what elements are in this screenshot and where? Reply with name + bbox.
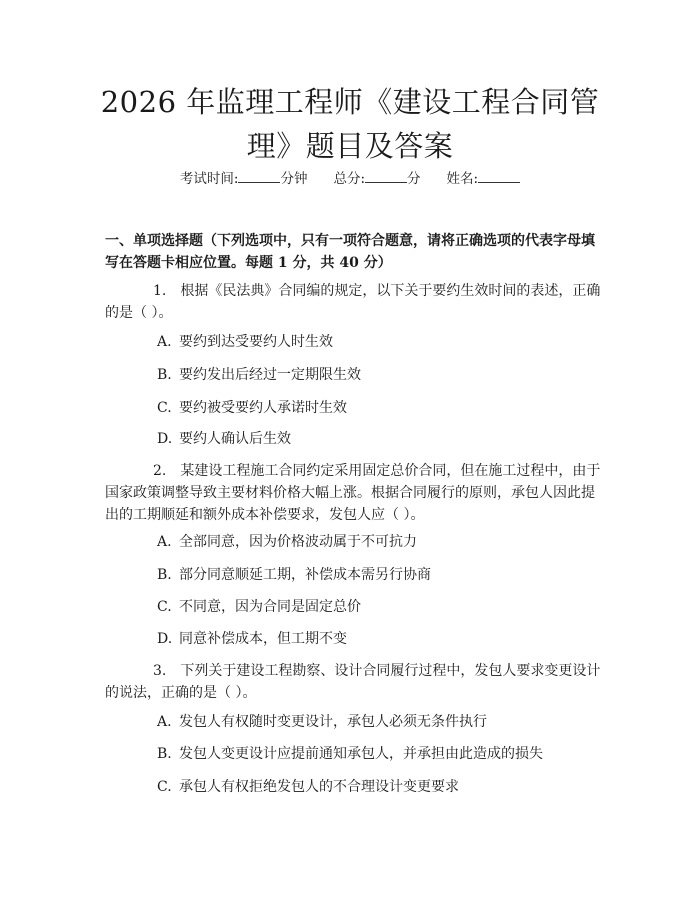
question-number: 3. <box>153 663 167 679</box>
option-text: 要约发出后经过一定期限生效 <box>179 367 361 383</box>
exam-time-unit: 分钟 <box>280 171 308 187</box>
option-text: 发包人变更设计应提前通知承包人，并承担由此造成的损失 <box>179 746 543 762</box>
question-2-option-a[interactable] <box>157 531 597 553</box>
question-1-option-d[interactable] <box>157 428 597 450</box>
total-score-blank[interactable] <box>365 168 407 183</box>
option-letter: D. <box>157 631 173 647</box>
question-3-option-a[interactable] <box>157 711 597 733</box>
option-letter: C. <box>157 599 172 615</box>
total-score-unit: 分 <box>407 171 421 187</box>
section-heading: 一、单项选择题（下列选项中，只有一项符合题意，请将正确选项的代表字母填写在答题卡相应位置。每题 1 分，共 40 分） <box>105 233 595 271</box>
exam-info-line <box>0 168 700 189</box>
option-text: 同意补偿成本，但工期不变 <box>179 631 347 647</box>
question-2-option-d[interactable] <box>157 628 597 650</box>
option-letter: C. <box>157 779 172 795</box>
option-text: 全部同意，因为价格波动属于不可抗力 <box>179 534 417 550</box>
option-letter: B. <box>157 367 172 383</box>
exam-time-label: 考试时间: <box>179 171 239 187</box>
option-text: 发包人有权随时变更设计，承包人必须无条件执行 <box>179 714 487 730</box>
question-text: 某建设工程施工合同约定采用固定总价合同，但在施工过程中，由于国家政策调整导致主要材料价格大幅上涨。根据合同履行的原则，承包人因此提出的工期顺延和额外成本补偿要求，发包人应（ ）。 <box>105 463 601 523</box>
question-1-option-b[interactable] <box>157 364 597 386</box>
option-letter: A. <box>157 534 172 550</box>
question-number: 2. <box>153 463 167 479</box>
option-text: 不同意，因为合同是固定总价 <box>179 599 361 615</box>
option-letter: A. <box>157 714 172 730</box>
question-text: 根据《民法典》合同编的规定，以下关于要约生效时间的表述，正确的是（ ）。 <box>105 283 601 321</box>
question-text: 下列关于建设工程勘察、设计合同履行过程中，发包人要求变更设计的说法，正确的是（ ）。 <box>105 663 601 701</box>
option-letter: D. <box>157 431 173 447</box>
option-text: 要约被受要约人承诺时生效 <box>179 400 347 416</box>
option-letter: C. <box>157 400 172 416</box>
question-number: 1. <box>153 283 167 299</box>
question-2-option-c[interactable] <box>157 596 597 618</box>
name-blank[interactable] <box>478 168 520 183</box>
option-text: 要约人确认后生效 <box>179 431 291 447</box>
option-text: 部分同意顺延工期，补偿成本需另行协商 <box>179 567 431 583</box>
option-text: 要约到达受要约人时生效 <box>179 334 333 350</box>
document-title: 2026 年监理工程师《建设工程合同管理》题目及答案 <box>100 85 600 163</box>
question-1 <box>105 280 605 324</box>
question-3 <box>105 660 605 704</box>
question-2-option-b[interactable] <box>157 564 597 586</box>
option-text: 承包人有权拒绝发包人的不合理设计变更要求 <box>179 779 459 795</box>
question-3-option-c[interactable] <box>157 776 597 798</box>
question-2 <box>105 460 605 526</box>
name-label: 姓名: <box>446 171 479 187</box>
option-letter: B. <box>157 567 172 583</box>
option-letter: B. <box>157 746 172 762</box>
exam-time-blank[interactable] <box>238 168 280 183</box>
total-score-label: 总分: <box>333 171 366 187</box>
option-letter: A. <box>157 334 172 350</box>
question-3-option-b[interactable] <box>157 743 597 765</box>
question-1-option-c[interactable] <box>157 397 597 419</box>
question-1-option-a[interactable] <box>157 331 597 353</box>
